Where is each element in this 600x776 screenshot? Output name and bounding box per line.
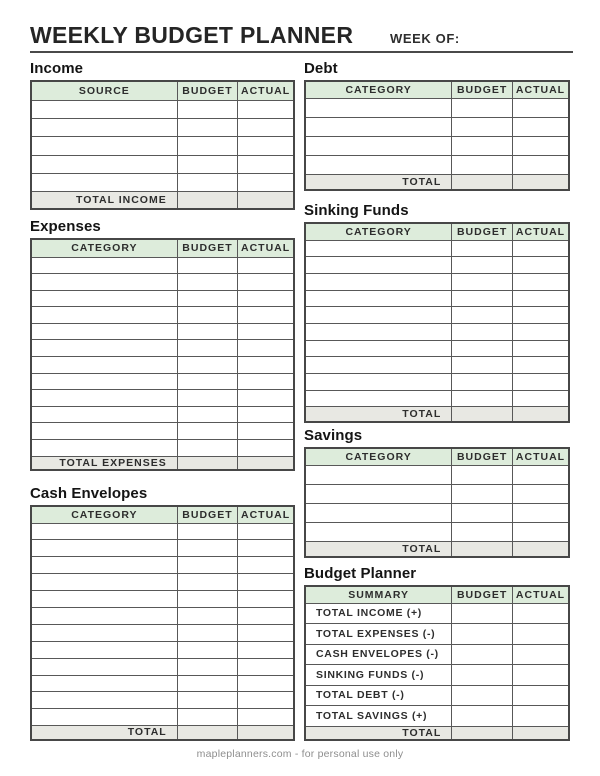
budget-planner-budget-cell [452, 603, 513, 624]
cash-envelopes-budget-cell [177, 557, 237, 574]
budget-planner-budget-cell [452, 644, 513, 665]
cash-envelopes-budget-cell [177, 692, 237, 709]
savings-budget-cell [452, 522, 513, 541]
budget-planner-total-label: TOTAL [305, 726, 452, 740]
cash-envelopes-budget-cell [177, 658, 237, 675]
cash-envelopes-actual-cell [238, 523, 294, 540]
cash-envelopes-actual-cell [238, 607, 294, 624]
cash-envelopes-budget-cell [177, 675, 237, 692]
savings-total-budget-cell [452, 541, 513, 557]
sinking-funds-section [304, 203, 570, 423]
cash-envelopes-category-cell [31, 709, 177, 726]
total-row [31, 456, 294, 470]
cash-envelopes-actual-cell [238, 624, 294, 641]
entry-row [31, 675, 294, 692]
expenses-total-budget-cell [177, 456, 237, 470]
entry-row [305, 98, 569, 117]
entry-row [31, 340, 294, 357]
budget-planner-summary-label: SINKING FUNDS (-) [305, 665, 452, 686]
budget-planner-column-header-actual: ACTUAL [513, 586, 570, 603]
income-category-cell [31, 155, 177, 173]
entry-row [305, 290, 569, 307]
expenses-actual-cell [238, 373, 294, 390]
cash-envelopes-category-cell [31, 557, 177, 574]
cash-envelopes-actual-cell [238, 540, 294, 557]
entry-row [31, 540, 294, 557]
savings-budget-cell [452, 503, 513, 522]
budget-planner-actual-cell [513, 685, 570, 706]
expenses-column-header-category: CATEGORY [31, 239, 177, 257]
sinking-funds-section-title: Sinking Funds [304, 202, 409, 219]
budget-planner-actual-cell [513, 624, 570, 645]
savings-table [304, 447, 570, 558]
sinking-funds-category-cell [305, 307, 452, 324]
sinking-funds-column-header-actual: ACTUAL [513, 223, 570, 240]
expenses-budget-cell [177, 323, 237, 340]
expenses-budget-cell [177, 290, 237, 307]
entry-row [31, 174, 294, 192]
income-section-title: Income [30, 60, 84, 77]
header-rule [30, 51, 573, 53]
expenses-total-label: TOTAL EXPENSES [31, 456, 177, 470]
cash-envelopes-budget-cell [177, 624, 237, 641]
sinking-funds-budget-cell [452, 390, 513, 407]
entry-row [31, 557, 294, 574]
debt-category-cell [305, 98, 452, 117]
entry-row [31, 274, 294, 291]
budget-planner-actual-cell [513, 603, 570, 624]
income-section [30, 61, 295, 210]
savings-category-cell [305, 503, 452, 522]
entry-row [305, 240, 569, 257]
entry-row [31, 406, 294, 423]
income-column-header-actual: ACTUAL [238, 81, 294, 100]
expenses-budget-cell [177, 307, 237, 324]
sinking-funds-actual-cell [513, 240, 570, 257]
entry-row [31, 323, 294, 340]
debt-category-cell [305, 156, 452, 175]
entry-row [31, 692, 294, 709]
income-actual-cell [238, 100, 294, 118]
cash-envelopes-actual-cell [238, 675, 294, 692]
income-total-label: TOTAL INCOME [31, 192, 177, 209]
debt-budget-cell [452, 136, 513, 155]
income-budget-cell [177, 155, 237, 173]
entry-row [31, 709, 294, 726]
debt-column-header-category: CATEGORY [305, 81, 452, 98]
debt-total-actual-cell [513, 175, 570, 190]
cash-envelopes-category-cell [31, 692, 177, 709]
cash-envelopes-total-actual-cell [238, 726, 294, 740]
cash-envelopes-column-header-category: CATEGORY [31, 506, 177, 523]
debt-actual-cell [513, 136, 570, 155]
sinking-funds-category-cell [305, 290, 452, 307]
debt-section [304, 61, 570, 191]
cash-envelopes-category-cell [31, 641, 177, 658]
budget-planner-actual-cell [513, 644, 570, 665]
entry-row [31, 641, 294, 658]
entry-row [31, 373, 294, 390]
total-row [31, 726, 294, 740]
summary-row [305, 665, 569, 686]
entry-row [31, 100, 294, 118]
sinking-funds-category-cell [305, 240, 452, 257]
cash-envelopes-category-cell [31, 675, 177, 692]
income-column-header-budget: BUDGET [177, 81, 237, 100]
sinking-funds-category-cell [305, 323, 452, 340]
sinking-funds-category-cell [305, 273, 452, 290]
entry-row [31, 257, 294, 274]
savings-actual-cell [513, 503, 570, 522]
sinking-funds-budget-cell [452, 323, 513, 340]
entry-row [31, 607, 294, 624]
sinking-funds-total-label: TOTAL [305, 407, 452, 422]
cash-envelopes-category-cell [31, 540, 177, 557]
debt-actual-cell [513, 156, 570, 175]
cash-envelopes-actual-cell [238, 692, 294, 709]
summary-row [305, 624, 569, 645]
expenses-budget-cell [177, 406, 237, 423]
cash-envelopes-actual-cell [238, 591, 294, 608]
savings-total-actual-cell [513, 541, 570, 557]
expenses-category-cell [31, 373, 177, 390]
savings-budget-cell [452, 465, 513, 484]
cash-envelopes-category-cell [31, 523, 177, 540]
sinking-funds-actual-cell [513, 374, 570, 391]
expenses-category-cell [31, 406, 177, 423]
sinking-funds-actual-cell [513, 323, 570, 340]
budget-planner-budget-cell [452, 706, 513, 727]
debt-category-cell [305, 136, 452, 155]
entry-row [31, 290, 294, 307]
debt-column-header-actual: ACTUAL [513, 81, 570, 98]
entry-row [305, 117, 569, 136]
entry-row [305, 340, 569, 357]
entry-row [305, 156, 569, 175]
expenses-category-cell [31, 423, 177, 440]
sinking-funds-actual-cell [513, 307, 570, 324]
sinking-funds-actual-cell [513, 273, 570, 290]
expenses-budget-cell [177, 440, 237, 457]
income-column-header-source: SOURCE [31, 81, 177, 100]
income-budget-cell [177, 174, 237, 192]
entry-row [31, 137, 294, 155]
entry-row [305, 522, 569, 541]
entry-row [305, 357, 569, 374]
expenses-budget-cell [177, 340, 237, 357]
sinking-funds-budget-cell [452, 273, 513, 290]
total-row [305, 407, 569, 422]
savings-actual-cell [513, 465, 570, 484]
sinking-funds-category-cell [305, 357, 452, 374]
entry-row [305, 273, 569, 290]
cash-envelopes-actual-cell [238, 709, 294, 726]
sinking-funds-budget-cell [452, 240, 513, 257]
sinking-funds-category-cell [305, 374, 452, 391]
sinking-funds-budget-cell [452, 340, 513, 357]
debt-budget-cell [452, 117, 513, 136]
sinking-funds-actual-cell [513, 257, 570, 274]
cash-envelopes-total-budget-cell [177, 726, 237, 740]
budget-planner-summary-table [304, 585, 570, 741]
expenses-column-header-budget: BUDGET [177, 239, 237, 257]
budget-planner-actual-cell [513, 706, 570, 727]
expenses-category-cell [31, 390, 177, 407]
cash-envelopes-budget-cell [177, 607, 237, 624]
cash-envelopes-section-title: Cash Envelopes [30, 485, 148, 502]
cash-envelopes-column-header-budget: BUDGET [177, 506, 237, 523]
income-total-actual-cell [238, 192, 294, 209]
expenses-actual-cell [238, 357, 294, 374]
entry-row [31, 307, 294, 324]
expenses-category-cell [31, 257, 177, 274]
footer-credit: mapleplanners.com - for personal use only [196, 748, 404, 760]
cash-envelopes-budget-cell [177, 540, 237, 557]
cash-envelopes-section [30, 486, 295, 741]
entry-row [31, 440, 294, 457]
budget-planner-column-header-summary: SUMMARY [305, 586, 452, 603]
week-of-label: WEEK OF: [390, 31, 460, 46]
income-actual-cell [238, 137, 294, 155]
income-category-cell [31, 100, 177, 118]
entry-row [31, 624, 294, 641]
summary-row [305, 603, 569, 624]
entry-row [31, 155, 294, 173]
income-category-cell [31, 137, 177, 155]
savings-section [304, 428, 570, 558]
budget-planner-budget-cell [452, 685, 513, 706]
cash-envelopes-total-label: TOTAL [31, 726, 177, 740]
sinking-funds-budget-cell [452, 357, 513, 374]
sinking-funds-actual-cell [513, 340, 570, 357]
cash-envelopes-budget-cell [177, 641, 237, 658]
debt-category-cell [305, 117, 452, 136]
expenses-category-cell [31, 340, 177, 357]
debt-total-label: TOTAL [305, 175, 452, 190]
entry-row [31, 574, 294, 591]
expenses-section-title: Expenses [30, 218, 101, 235]
debt-total-budget-cell [452, 175, 513, 190]
sinking-funds-category-cell [305, 257, 452, 274]
savings-section-title: Savings [304, 427, 363, 444]
sinking-funds-actual-cell [513, 357, 570, 374]
sinking-funds-budget-cell [452, 307, 513, 324]
expenses-category-cell [31, 274, 177, 291]
entry-row [31, 423, 294, 440]
cash-envelopes-budget-cell [177, 574, 237, 591]
expenses-category-cell [31, 440, 177, 457]
savings-actual-cell [513, 484, 570, 503]
budget-planner-actual-cell [513, 665, 570, 686]
expenses-actual-cell [238, 423, 294, 440]
entry-row [305, 136, 569, 155]
budget-planner-summary-label: TOTAL SAVINGS (+) [305, 706, 452, 727]
sinking-funds-table [304, 222, 570, 423]
sinking-funds-budget-cell [452, 374, 513, 391]
budget-planner-summary-title: Budget Planner [304, 565, 417, 582]
debt-actual-cell [513, 98, 570, 117]
expenses-budget-cell [177, 390, 237, 407]
cash-envelopes-category-cell [31, 574, 177, 591]
budget-planner-summary-label: TOTAL DEBT (-) [305, 685, 452, 706]
budget-planner-summary-label: TOTAL EXPENSES (-) [305, 624, 452, 645]
expenses-budget-cell [177, 357, 237, 374]
entry-row [31, 390, 294, 407]
savings-category-cell [305, 522, 452, 541]
entry-row [305, 390, 569, 407]
savings-category-cell [305, 484, 452, 503]
sinking-funds-actual-cell [513, 290, 570, 307]
expenses-budget-cell [177, 423, 237, 440]
expenses-total-actual-cell [238, 456, 294, 470]
expenses-actual-cell [238, 390, 294, 407]
sinking-funds-budget-cell [452, 290, 513, 307]
expenses-actual-cell [238, 406, 294, 423]
entry-row [305, 465, 569, 484]
entry-row [305, 503, 569, 522]
expenses-budget-cell [177, 373, 237, 390]
expenses-actual-cell [238, 323, 294, 340]
cash-envelopes-actual-cell [238, 658, 294, 675]
expenses-actual-cell [238, 307, 294, 324]
income-category-cell [31, 118, 177, 136]
debt-column-header-budget: BUDGET [452, 81, 513, 98]
cash-envelopes-category-cell [31, 658, 177, 675]
entry-row [31, 591, 294, 608]
expenses-budget-cell [177, 257, 237, 274]
debt-budget-cell [452, 156, 513, 175]
expenses-actual-cell [238, 440, 294, 457]
sinking-funds-column-header-budget: BUDGET [452, 223, 513, 240]
sinking-funds-total-actual-cell [513, 407, 570, 422]
entry-row [31, 658, 294, 675]
savings-category-cell [305, 465, 452, 484]
entry-row [31, 118, 294, 136]
expenses-budget-cell [177, 274, 237, 291]
income-table [30, 80, 295, 210]
summary-row [305, 685, 569, 706]
budget-planner-summary-section [304, 566, 570, 741]
expenses-actual-cell [238, 340, 294, 357]
total-row [305, 175, 569, 190]
cash-envelopes-column-header-actual: ACTUAL [238, 506, 294, 523]
total-row [305, 541, 569, 557]
summary-row [305, 706, 569, 727]
summary-row [305, 644, 569, 665]
budget-planner-total-actual-cell [513, 726, 570, 740]
expenses-category-cell [31, 307, 177, 324]
budget-planner-budget-cell [452, 624, 513, 645]
total-row [305, 726, 569, 740]
income-actual-cell [238, 174, 294, 192]
cash-envelopes-table [30, 505, 295, 741]
entry-row [305, 374, 569, 391]
expenses-actual-cell [238, 274, 294, 291]
cash-envelopes-actual-cell [238, 574, 294, 591]
budget-planner-summary-label: CASH ENVELOPES (-) [305, 644, 452, 665]
income-total-budget-cell [177, 192, 237, 209]
income-budget-cell [177, 100, 237, 118]
income-actual-cell [238, 118, 294, 136]
expenses-table [30, 238, 295, 471]
entry-row [305, 484, 569, 503]
entry-row [31, 523, 294, 540]
income-budget-cell [177, 137, 237, 155]
sinking-funds-column-header-category: CATEGORY [305, 223, 452, 240]
expenses-category-cell [31, 323, 177, 340]
budget-planner-summary-label: TOTAL INCOME (+) [305, 603, 452, 624]
income-budget-cell [177, 118, 237, 136]
budget-planner-budget-cell [452, 665, 513, 686]
expenses-actual-cell [238, 290, 294, 307]
cash-envelopes-actual-cell [238, 557, 294, 574]
savings-budget-cell [452, 484, 513, 503]
savings-total-label: TOTAL [305, 541, 452, 557]
expenses-column-header-actual: ACTUAL [238, 239, 294, 257]
page-title: WEEKLY BUDGET PLANNER [30, 22, 354, 48]
debt-section-title: Debt [304, 60, 338, 77]
savings-actual-cell [513, 522, 570, 541]
total-row [31, 192, 294, 209]
savings-column-header-budget: BUDGET [452, 448, 513, 465]
sinking-funds-actual-cell [513, 390, 570, 407]
cash-envelopes-category-cell [31, 624, 177, 641]
entry-row [31, 357, 294, 374]
sinking-funds-total-budget-cell [452, 407, 513, 422]
cash-envelopes-budget-cell [177, 523, 237, 540]
expenses-category-cell [31, 290, 177, 307]
debt-actual-cell [513, 117, 570, 136]
expenses-section [30, 219, 295, 471]
cash-envelopes-category-cell [31, 607, 177, 624]
budget-planner-total-budget-cell [452, 726, 513, 740]
sinking-funds-category-cell [305, 390, 452, 407]
cash-envelopes-actual-cell [238, 641, 294, 658]
entry-row [305, 257, 569, 274]
cash-envelopes-budget-cell [177, 709, 237, 726]
entry-row [305, 307, 569, 324]
cash-envelopes-budget-cell [177, 591, 237, 608]
sinking-funds-budget-cell [452, 257, 513, 274]
entry-row [305, 323, 569, 340]
sinking-funds-category-cell [305, 340, 452, 357]
expenses-actual-cell [238, 257, 294, 274]
debt-table [304, 80, 570, 191]
budget-planner-column-header-budget: BUDGET [452, 586, 513, 603]
debt-budget-cell [452, 98, 513, 117]
savings-column-header-category: CATEGORY [305, 448, 452, 465]
cash-envelopes-category-cell [31, 591, 177, 608]
savings-column-header-actual: ACTUAL [513, 448, 570, 465]
income-actual-cell [238, 155, 294, 173]
expenses-category-cell [31, 357, 177, 374]
income-category-cell [31, 174, 177, 192]
